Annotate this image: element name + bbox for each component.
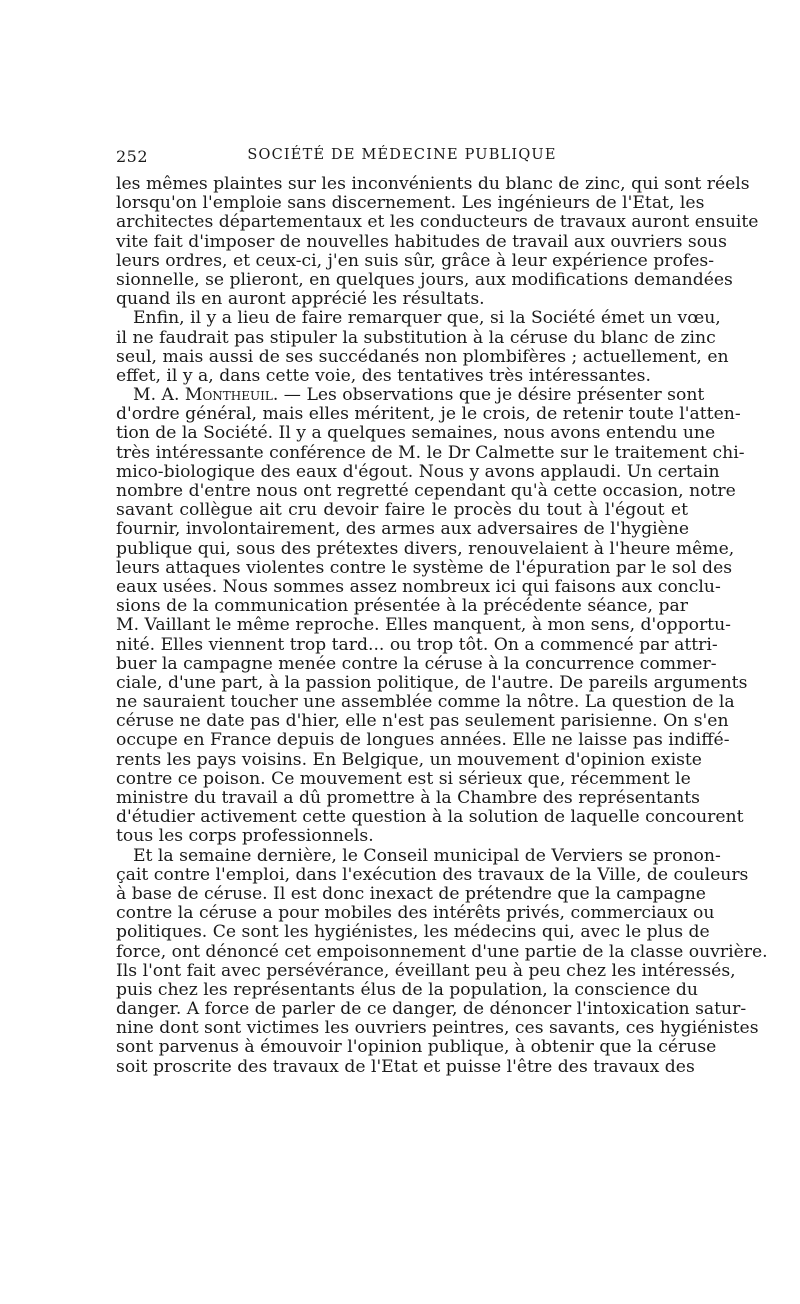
text-line: M. Vaillant le même reproche. Elles manquent, à mon sens, d'opportu- — [116, 615, 731, 636]
text-line: nine dont sont victimes les ouvriers peintres, ces savants, ces hygiénistes — [116, 1018, 759, 1039]
text-line: sionnelle, se plieront, en quelques jours, aux modifications demandées — [116, 269, 733, 290]
text-line: ministre du travail a dû promettre à la Chambre des représentants — [116, 788, 700, 808]
text-line: à base de céruse. Il est donc inexact de prétendre que la campagne — [116, 883, 706, 904]
text-line: effet, il y a, dans cette voie, des tentatives très intéressantes. — [116, 365, 651, 386]
paragraph — [116, 174, 759, 310]
text-line: buer la campagne menée contre la céruse à la concurrence commer- — [116, 653, 717, 674]
text-line: contre ce poison. Ce mouvement est si sérieux que, récemment le — [116, 768, 691, 789]
text-line: savant collègue ait cru devoir faire le procès du tout à l'égout et — [116, 500, 688, 521]
text-line: architectes départementaux et les conducteurs de travaux auront ensuite — [116, 212, 759, 233]
text-line: tous les corps professionnels. — [116, 826, 374, 847]
text-line: leurs ordres, et ceux-ci, j'en suis sûr, grâce à leur expérience profes- — [116, 250, 715, 271]
text-line: politiques. Ce sont les hygiénistes, les médecins qui, avec le plus de — [116, 922, 710, 943]
text-line: contre la céruse a pour mobiles des intérêts privés, commerciaux ou — [116, 903, 715, 924]
text-line: sont parvenus à émouvoir l'opinion publique, à obtenir que la céruse — [116, 1037, 717, 1058]
page-number: 252 — [116, 147, 149, 166]
text-line: d'ordre général, mais elles méritent, je le crois, de retenir toute l'atten- — [116, 404, 741, 425]
text-line: tion de la Société. Il y a quelques semaines, nous avons entendu une — [116, 423, 716, 444]
text-line: seul, mais aussi de ses succédanés non plombifères ; actuellement, en — [116, 346, 729, 367]
text-line: lorsqu'on l'emploie sans discernement. Les ingénieurs de l'Etat, les — [116, 193, 705, 214]
paragraph — [116, 845, 768, 1077]
text-line: soit proscrite des travaux de l'Etat et puisse l'être des travaux des — [116, 1056, 695, 1077]
text-line: Ils l'ont fait avec persévérance, éveillant peu à peu chez les intéressés, — [116, 960, 736, 981]
text-line: publique qui, sous des prétextes divers, renouvelaient à l'heure même, — [116, 538, 735, 559]
text-line: Et la semaine dernière, le Conseil municipal de Verviers se pronon- — [133, 845, 721, 866]
text-line: il ne faudrait pas stipuler la substitution à la céruse du blanc de zinc — [116, 327, 716, 348]
text-line: ciale, d'une part, à la passion politique, de l'autre. De pareils arguments — [116, 672, 748, 693]
speaker-name: M. A. Montheuil. — [133, 385, 279, 406]
paragraph — [116, 385, 748, 847]
text-line: sions de la communication présentée à la précédente séance, par — [116, 596, 688, 617]
text-line: leurs attaques violentes contre le système de l'épuration par le sol des — [116, 557, 733, 578]
text-line: céruse ne date pas d'hier, elle n'est pas seulement parisienne. On s'en — [116, 711, 729, 732]
text-line: occupe en France depuis de longues années. Elle ne laisse pas indiffé- — [116, 730, 730, 751]
text-line: force, ont dénoncé cet empoisonnement d'une partie de la classe ouvrière. — [116, 941, 768, 962]
text-line: ne sauraient toucher une assemblée comme la nôtre. La question de la — [116, 692, 735, 713]
page-header — [116, 147, 688, 171]
text-line — [116, 385, 705, 406]
body-text — [116, 174, 768, 1077]
text-line: d'étudier activement cette question à la solution de laquelle concourent — [116, 807, 744, 828]
text-line: quand ils en auront apprécié les résultats. — [116, 289, 485, 310]
text-line: vite fait d'imposer de nouvelles habitudes de travail aux ouvriers sous — [116, 231, 727, 252]
text-line: rents les pays voisins. En Belgique, un mouvement d'opinion existe — [116, 749, 702, 770]
text-line: Enfin, il y a lieu de faire remarquer que, si la Société émet un vœu, — [133, 308, 721, 329]
text-line: puis chez les représentants élus de la population, la conscience du — [116, 979, 698, 1000]
text-line: danger. A force de parler de ce danger, de dénoncer l'intoxication satur- — [116, 999, 747, 1020]
text-line: çait contre l'emploi, dans l'exécution des travaux de la Ville, de couleurs — [116, 864, 749, 885]
text-line-content: — Les observations que je désire présenter sont — [278, 385, 705, 406]
text-line: les mêmes plaintes sur les inconvénients du blanc de zinc, qui sont réels — [116, 174, 750, 194]
text-line: eaux usées. Nous sommes assez nombreux ici qui faisons aux conclu- — [116, 576, 721, 597]
text-line: nombre d'entre nous ont regretté cependant qu'à cette occasion, notre — [116, 481, 736, 501]
running-title: SOCIÉTÉ DE MÉDECINE PUBLIQUE — [247, 147, 557, 163]
paragraph — [116, 308, 729, 386]
text-line: nité. Elles viennent trop tard... ou trop tôt. On a commencé par attri- — [116, 634, 718, 655]
text-line: mico-biologique des eaux d'égout. Nous y avons applaudi. Un certain — [116, 461, 720, 482]
text-line: très intéressante conférence de M. le Dr Calmette sur le traitement chi- — [116, 442, 745, 463]
text-line: fournir, involontairement, des armes aux adversaires de l'hygiène — [116, 519, 690, 540]
